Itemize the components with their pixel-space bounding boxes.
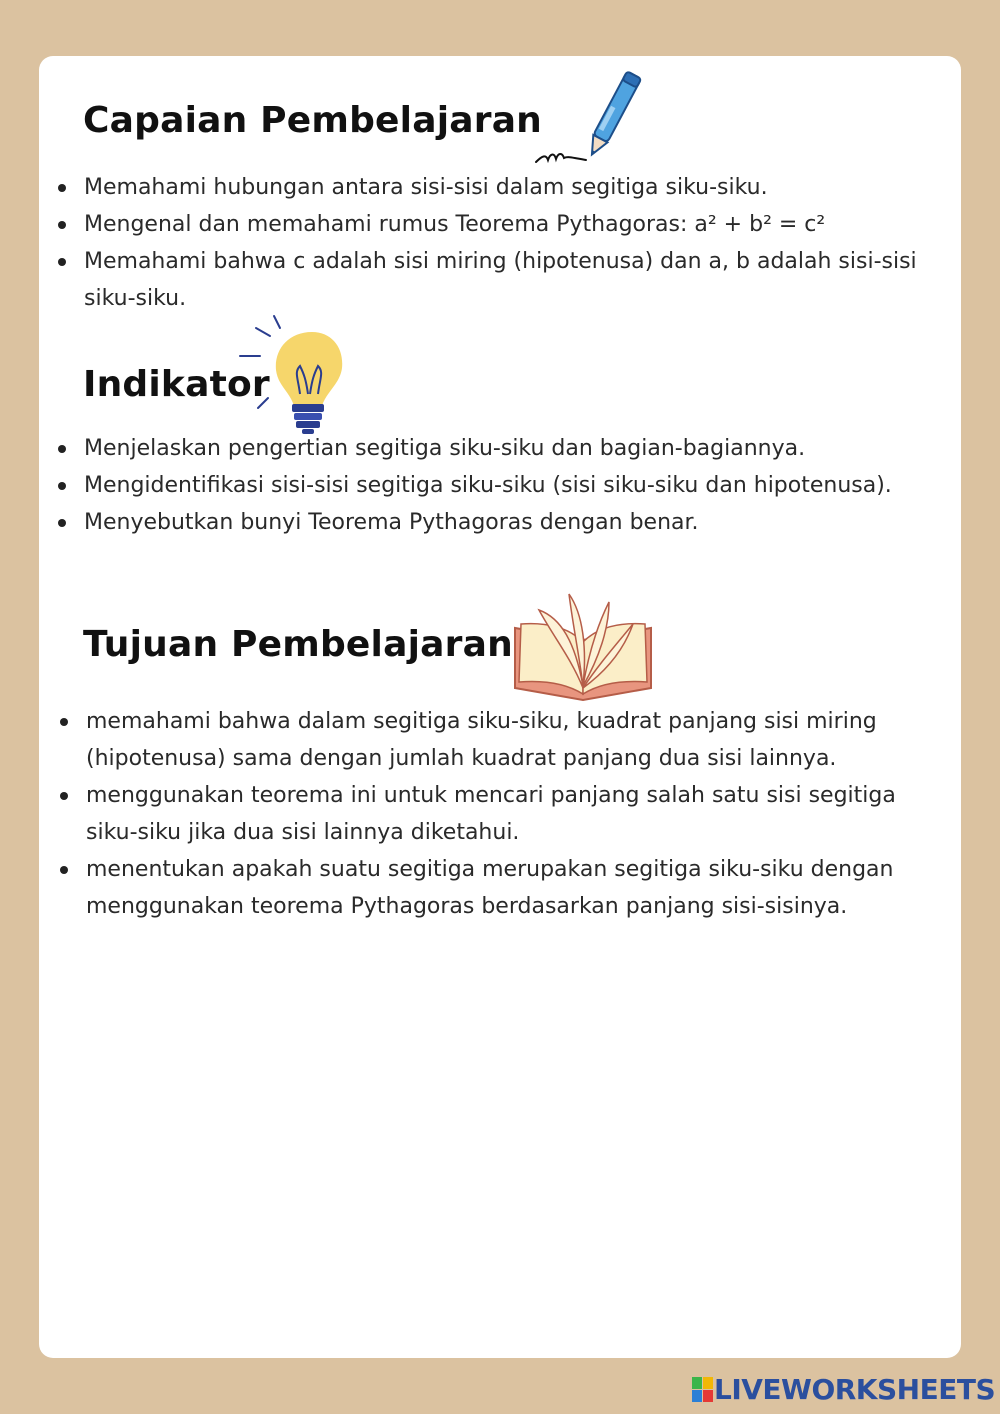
- list-item: menentukan apakah suatu segitiga merupakan segitiga siku-siku dengan menggunakan teorema Pythagoras berdasarkan panjang sisi-sisinya.: [86, 851, 936, 925]
- worksheet-card: [39, 56, 961, 1358]
- tujuan-list: [86, 703, 936, 925]
- list-item: menggunakan teorema ini untuk mencari panjang salah satu sisi segitiga siku-siku jika dua sisi lainnya diketahui.: [86, 777, 936, 851]
- heading-tujuan: Tujuan Pembelajaran: [83, 624, 513, 665]
- indikator-list: [84, 430, 944, 541]
- list-item: Mengenal dan memahami rumus Teorema Pythagoras: a² + b² = c²: [84, 206, 944, 243]
- list-item: Menjelaskan pengertian segitiga siku-siku dan bagian-bagiannya.: [84, 430, 944, 467]
- open-book-icon: [509, 588, 659, 703]
- liveworksheets-logo[interactable]: [692, 1373, 995, 1406]
- logo-text: LIVEWORKSHEETS: [714, 1373, 996, 1406]
- list-item: Memahami hubungan antara sisi-sisi dalam segitiga siku-siku.: [84, 169, 944, 206]
- capaian-list: [84, 169, 944, 317]
- list-item: Mengidentifikasi sisi-sisi segitiga siku-siku (sisi siku-siku dan hipotenusa).: [84, 467, 944, 504]
- list-item: Menyebutkan bunyi Teorema Pythagoras dengan benar.: [84, 504, 944, 541]
- heading-capaian: Capaian Pembelajaran: [83, 100, 543, 141]
- pen-icon: [534, 68, 644, 168]
- liveworksheets-logo-icon: [692, 1377, 714, 1403]
- lightbulb-icon: [234, 314, 354, 439]
- list-item: Memahami bahwa c adalah sisi miring (hipotenusa) dan a, b adalah sisi-sisi siku-siku.: [84, 243, 944, 317]
- heading-indikator: Indikator: [83, 364, 270, 405]
- list-item: memahami bahwa dalam segitiga siku-siku, kuadrat panjang sisi miring (hipotenusa) sama dengan jumlah kuadrat panjang dua sisi lainnya.: [86, 703, 936, 777]
